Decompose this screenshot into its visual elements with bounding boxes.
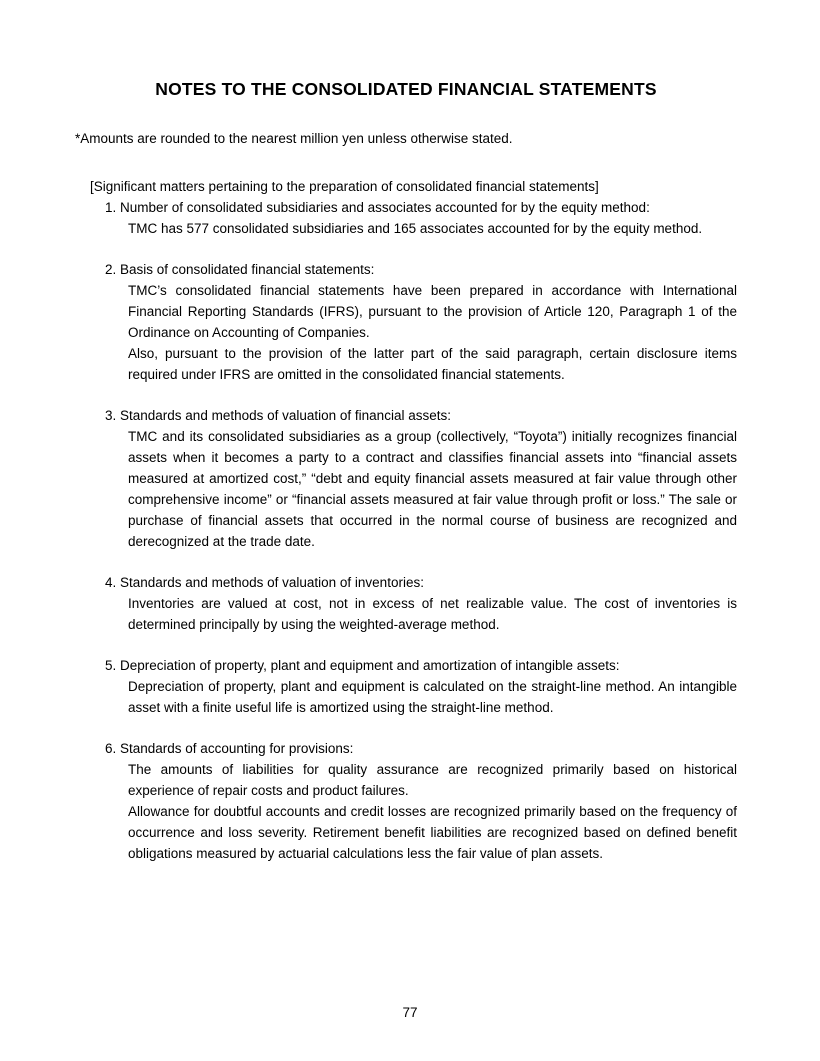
note-item-heading: 4. Standards and methods of valuation of inventories:: [105, 575, 424, 590]
note-item-2: [75, 259, 737, 385]
note-item-1: [75, 197, 737, 239]
note-item-heading: 6. Standards of accounting for provisions:: [105, 741, 354, 756]
note-item-heading: 2. Basis of consolidated financial statements:: [105, 262, 375, 277]
rounding-note: *Amounts are rounded to the nearest million yen unless otherwise stated.: [75, 131, 513, 146]
note-item-paragraph: TMC’s consolidated financial statements have been prepared in accordance with International Financial Reporting Standards (IFRS), pursuant to the provision of Article 120, Paragraph 1 of the Ordinance on Accounting of Companies.: [128, 283, 737, 340]
note-item-paragraph: The amounts of liabilities for quality assurance are recognized primarily based on historical experience of repair costs and product failures.: [128, 762, 737, 798]
note-item-heading: 1. Number of consolidated subsidiaries and associates accounted for by the equity method:: [105, 200, 650, 215]
note-item-4: [75, 572, 737, 635]
note-item-paragraph: TMC and its consolidated subsidiaries as a group (collectively, “Toyota”) initially recognizes financial assets when it becomes a party to a contract and classifies financial assets into “financial assets measured at amortized cost,” “debt and equity financial assets measured at fair value through other comprehensive income” or “financial assets measured at fair value through profit or loss.” The sale or purchase of financial assets that occurred in the normal course of business are recognized and derecognized at the trade date.: [128, 429, 737, 549]
note-item-heading: 5. Depreciation of property, plant and equipment and amortization of intangible assets:: [105, 658, 620, 673]
note-item-paragraph: Allowance for doubtful accounts and credit losses are recognized primarily based on the frequency of occurrence and loss severity. Retirement benefit liabilities are recognized based on defined benefit obligations measured by actuarial calculations less the fair value of plan assets.: [128, 804, 737, 861]
note-item-heading: 3. Standards and methods of valuation of financial assets:: [105, 408, 451, 423]
page-title: NOTES TO THE CONSOLIDATED FINANCIAL STATEMENTS: [155, 79, 657, 99]
note-item-paragraph: Also, pursuant to the provision of the latter part of the said paragraph, certain disclosure items required under IFRS are omitted in the consolidated financial statements.: [128, 346, 737, 382]
page-number: 77: [402, 1005, 418, 1020]
section-header: [Significant matters pertaining to the preparation of consolidated financial statements]: [90, 179, 599, 194]
note-item-paragraph: Depreciation of property, plant and equipment is calculated on the straight-line method. An intangible asset with a finite useful life is amortized using the straight-line method.: [128, 679, 737, 715]
note-item-3: [75, 405, 737, 552]
note-item-paragraph: Inventories are valued at cost, not in excess of net realizable value. The cost of inventories is determined principally by using the weighted-average method.: [128, 596, 737, 632]
note-item-5: [75, 655, 737, 718]
note-item-paragraph: TMC has 577 consolidated subsidiaries and 165 associates accounted for by the equity method.: [128, 221, 703, 236]
note-item-6: [75, 738, 737, 864]
